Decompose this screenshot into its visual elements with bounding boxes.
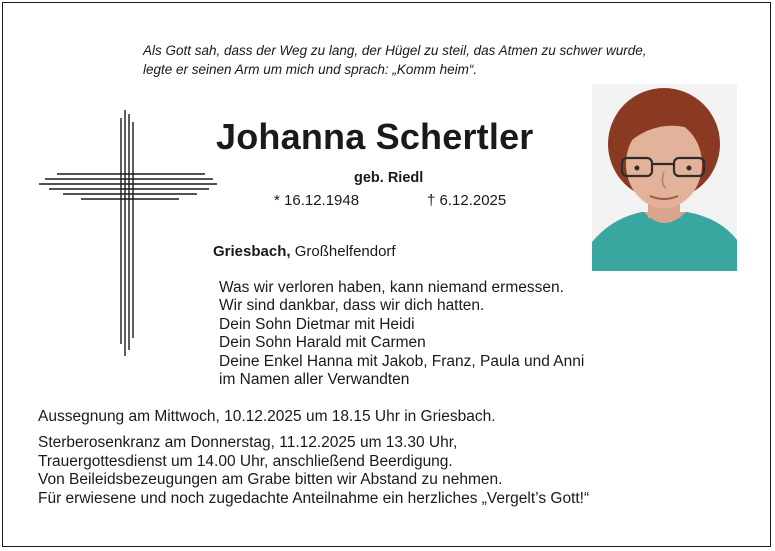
detail-line: Sterberosenkranz am Donnerstag, 11.12.2025 um 13.30 Uhr, — [38, 434, 458, 451]
mourner-line: Deine Enkel Hanna mit Jakob, Franz, Paula und Anni — [219, 352, 585, 370]
portrait-photo — [592, 84, 737, 271]
mourner-line: Dein Sohn Dietmar mit Heidi — [219, 315, 415, 333]
cross-icon — [37, 108, 217, 360]
mourners-block — [219, 279, 584, 389]
detail-line: Trauergottesdienst um 14.00 Uhr, anschließend Beerdigung. — [38, 452, 453, 470]
motto-quote — [143, 41, 743, 79]
motto-line-1: Als Gott sah, dass der Weg zu lang, der Hügel zu steil, das Atmen zu schwer wurde, — [143, 43, 647, 58]
mourner-line: im Namen aller Verwandten — [219, 371, 410, 389]
hometown — [213, 243, 396, 260]
motto-line-2: legte er seinen Arm um mich und sprach: „Komm heim“. — [143, 62, 478, 77]
birth-date: * 16.12.1948 — [274, 192, 360, 209]
mourner-line: Was wir verloren haben, kann niemand ermessen. — [219, 279, 564, 296]
funeral-details — [38, 434, 589, 508]
mourner-line: Dein Sohn Harald mit Carmen — [219, 334, 426, 352]
hometown-primary: Griesbach, — [213, 243, 291, 260]
maiden-name: geb. Riedl — [354, 170, 424, 186]
hometown-secondary: Großhelfendorf — [290, 243, 396, 260]
deceased-name: Johanna Schertler — [216, 116, 534, 157]
detail-line: Für erwiesene und noch zugedachte Anteilnahme ein herzliches „Vergelt’s Gott!“ — [38, 489, 590, 507]
detail-line: Von Beileidsbezeugungen am Grabe bitten wir Abstand zu nehmen. — [38, 471, 503, 488]
mourner-line: Wir sind dankbar, dass wir dich hatten. — [219, 297, 485, 315]
death-date: † 6.12.2025 — [427, 192, 507, 209]
portrait-illustration — [592, 84, 737, 271]
ceremony-info: Aussegnung am Mittwoch, 10.12.2025 um 18.15 Uhr in Griesbach. — [38, 408, 496, 425]
